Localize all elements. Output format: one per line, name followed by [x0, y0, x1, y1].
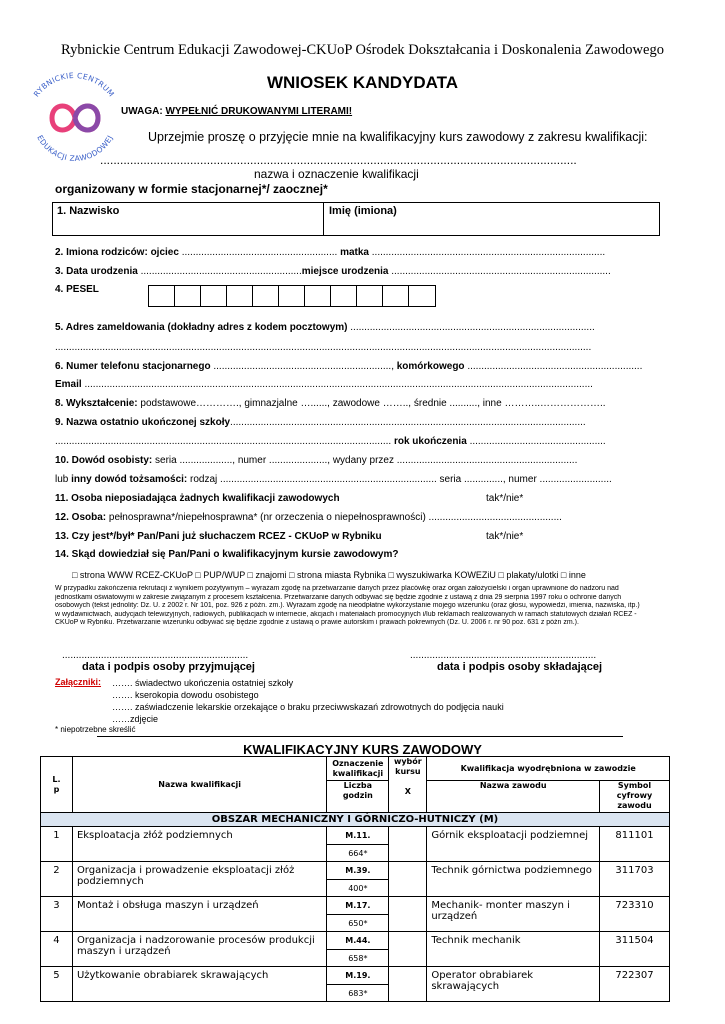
- attachments-list[interactable]: ……. świadectwo ukończenia ostatniej szkoły ……. kserokopia dowodu osobistego ……. zaświadczenie lekarskie orzekające o braku przeciwwskazań zdrowotnych do podjęcia nauki ……zdjęcie: [112, 678, 504, 724]
- field-birth[interactable]: 3. Data urodzenia ..........................................................miejsce urodzenia ...............................................................................: [55, 266, 611, 277]
- notice-text: WYPEŁNIĆ DRUKOWANYMI LITERAMI!: [165, 106, 353, 117]
- field-other-id[interactable]: lub inny dowód tożsamości: rodzaj .............................................................................. seria .............., numer ..........................: [55, 474, 612, 485]
- no-qualifications-answer[interactable]: tak*/nie*: [486, 493, 524, 504]
- pesel-label: 4. PESEL: [55, 284, 99, 295]
- table-row: 4 Organizacja i nadzorowanie procesów produkcji maszyn i urządzeń M.44. Technik mechanik 311504: [41, 932, 670, 950]
- first-name-label: Imię (imiona): [329, 205, 397, 217]
- source-options[interactable]: □ strona WWW RCEZ-CKUoP □ PUP/WUP □ znajomi □ strona miasta Rybnika □ wyszukiwarka KOWEZiU □ plakaty/ulotki □ inne: [72, 570, 586, 580]
- field-school[interactable]: 9. Nazwa ostatnio ukończonej szkoły................................................................................................................................: [55, 417, 586, 428]
- request-text: Uprzejmie proszę o przyjęcie mnie na kwalifikacyjny kurs zawodowy z zakresu kwalifikacji:: [148, 130, 648, 144]
- course-choice-cell[interactable]: [389, 862, 427, 897]
- course-choice-cell[interactable]: [389, 967, 427, 1002]
- signature-label-right: data i podpis osoby składającej: [437, 661, 603, 673]
- field-education[interactable]: 8. Wykształcenie: podstawowe…………., gimnazjalne …......, zawodowe …….., średnie .........., inne ………..………………..: [55, 398, 606, 409]
- attachments-label: Załączniki:: [55, 677, 102, 687]
- table-row: 3 Montaż i obsługa maszyn i urządzeń M.17. Mechanik- monter maszyn i urządzeń 723310: [41, 897, 670, 915]
- field-disability[interactable]: 12. Osoba: pełnosprawna*/niepełnosprawna* (nr orzeczenia o niepełnosprawności) ................................................: [55, 512, 562, 523]
- field-former-student: 13. Czy jest*/był* Pan/Pani już słuchaczem RCEZ - CKUoP w Rybniku: [55, 531, 382, 542]
- name-box[interactable]: [52, 202, 660, 236]
- consent-text: W przypadku zakończenia rekrutacji z wynikiem pozytywnym – wyrażam zgodę na przetwarzanie danych przez placówkę oraz organ założycielski i organ uprawnione do nadzoru nad jednostkami oświatowymi w zakresie związanym z procesem kształcenia. Przetwarzanie danych odbywać się będzie zgodnie z ustawą z dnia 29 sierpnia 1997 roku o ochronie danych osobowych (tekst jednolity: Dz. U. z 2002 r. Nr 101, poz. 926 z późn. zm.). Wyrażam zgodę na nieodpłatne wykorzystanie mojego wizerunku (oraz głosu, wypowiedzi, imienia, nazwiska, itp.) w wydawnictwach, audycjach telewizyjnych, radiowych, publikacjach w internecie, akcjach i materiałach promocyjnych i/lub reklamach realizowanych w ramach statutowych działań RCEZ - CKUoP w Rybniku. Przetwarzanie wizerunku odbywać się będzie zgodnie z ustawą o prawie autorskim i prawach pokrewnych (Dz. U. 2006 r. nr 90 poz. 631 z późn zm.).: [55, 585, 640, 627]
- course-choice-cell[interactable]: [389, 827, 427, 862]
- header-symbol: Symbol cyfrowy zawodu: [600, 781, 670, 813]
- field-email[interactable]: Email .......................................................................................................................................................................................: [55, 379, 593, 390]
- institution-header: Rybnickie Centrum Edukacji Zawodowej-CKUoP Ośrodek Dokształcania i Doskonalenia Zawodowego: [61, 42, 664, 58]
- footnote: * niepotrzebne skreślić: [55, 725, 136, 734]
- form-title: WNIOSEK KANDYDATA: [266, 73, 459, 92]
- field-no-qualifications: 11. Osoba nieposiadająca żadnych kwalifikacji zawodowych: [55, 493, 340, 504]
- course-choice-cell[interactable]: [389, 932, 427, 967]
- courses-title: KWALIFIKACYJNY KURS ZAWODOWY: [243, 742, 482, 757]
- field-phone[interactable]: 6. Numer telefonu stacjonarnego ................................................................, komórkowego ...............................................................: [55, 361, 643, 372]
- logo-text-bottom: EDUKACJI ZAWODOWEJ: [35, 133, 115, 163]
- header-profession: Nazwa zawodu: [427, 781, 600, 813]
- field-address[interactable]: 5. Adres zameldowania (dokładny adres z kodem pocztowym) ........................................................................................: [55, 322, 595, 333]
- table-row: 1 Eksploatacja złóż podziemnych M.11. Górnik eksploatacji podziemnej 811101: [41, 827, 670, 845]
- area-row: OBSZAR MECHANICZNY I GÓRNICZO-HUTNICZY (M): [41, 813, 670, 827]
- signature-label-left: data i podpis osoby przyjmującej: [82, 661, 255, 673]
- field-school-2[interactable]: ......................................................................................................................... rok ukończenia .................................................: [55, 436, 606, 447]
- organized-form: organizowany w formie stacjonarnej*/ zaocznej*: [55, 182, 328, 196]
- field-id[interactable]: 10. Dowód osobisty: seria ..................., numer ....................., wydany przez .................................................................: [55, 455, 578, 466]
- field-source: 14. Skąd dowiedział się Pan/Pani o kwalifikacyjnym kursie zawodowym?: [55, 549, 399, 560]
- header-name: Nazwa kwalifikacji: [72, 757, 326, 813]
- header-choice: wybór kursu X: [389, 757, 427, 813]
- former-student-answer[interactable]: tak*/nie*: [486, 531, 524, 542]
- header-code: Oznaczenie kwalifikacji: [327, 757, 389, 781]
- table-row: 5 Użytkowanie obrabiarek skrawających M.19. Operator obrabiarek skrawających 722307: [41, 967, 670, 985]
- qualification-caption: nazwa i oznaczenie kwalifikacji: [254, 167, 419, 181]
- signature-line-right[interactable]: ...................................................................: [410, 650, 597, 661]
- header-lp: L. p: [41, 757, 73, 813]
- header-hours: Liczba godzin: [327, 781, 389, 813]
- table-row: 2 Organizacja i prowadzenie eksploatacji złóż podziemnych M.39. Technik górnictwa podziemnego 311703: [41, 862, 670, 880]
- pesel-input[interactable]: [148, 285, 436, 307]
- qualification-dots[interactable]: ...............................................................................................................................................: [100, 153, 577, 167]
- course-choice-cell[interactable]: [389, 897, 427, 932]
- notice: UWAGA: WYPEŁNIĆ DRUKOWANYMI LITERAMI!: [121, 106, 353, 117]
- field-parents[interactable]: 2. Imiona rodziców: ojciec ........................................................ matka ....................................................................................: [55, 247, 606, 258]
- courses-table: L. p Nazwa kwalifikacji Oznaczenie kwalifikacji wybór kursu X Kwalifikacja wyodrębniona w zawodzie Liczba godzin Nazwa zawodu Symbol cyfrowy zawodu OBSZAR MECHANICZNY I GÓRNICZO-HUTNICZY (M) 1 Eksploatacja złóż podziemnych M.11. Górnik eksploatacji podziemnej 811101 664* 2 Organizacja i prowadzenie eksploatacji złóż podziemnych M.39. Technik górnictwa podziemnego 311703 400* 3 Montaż i obsługa maszyn i urządzeń M.17. Mechanik- monter maszyn i urządzeń 723310 650* 4 Organizacja i nadzorowanie procesów produkcji maszyn i urządzeń M.44. Technik mechanik 311504 658* 5 Użytkowanie obrabiarek skrawających M.19. Operator obrabiarek skrawających 722307 683*: [40, 756, 670, 1002]
- surname-label: 1. Nazwisko: [57, 205, 120, 217]
- field-address-2[interactable]: .................................................................................................................................................................................................: [55, 342, 592, 353]
- logo-text-top: RYBNICKIE CENTRUM: [31, 70, 117, 99]
- header-separated: Kwalifikacja wyodrębniona w zawodzie: [427, 757, 670, 781]
- signature-line-left[interactable]: ...................................................................: [62, 650, 249, 661]
